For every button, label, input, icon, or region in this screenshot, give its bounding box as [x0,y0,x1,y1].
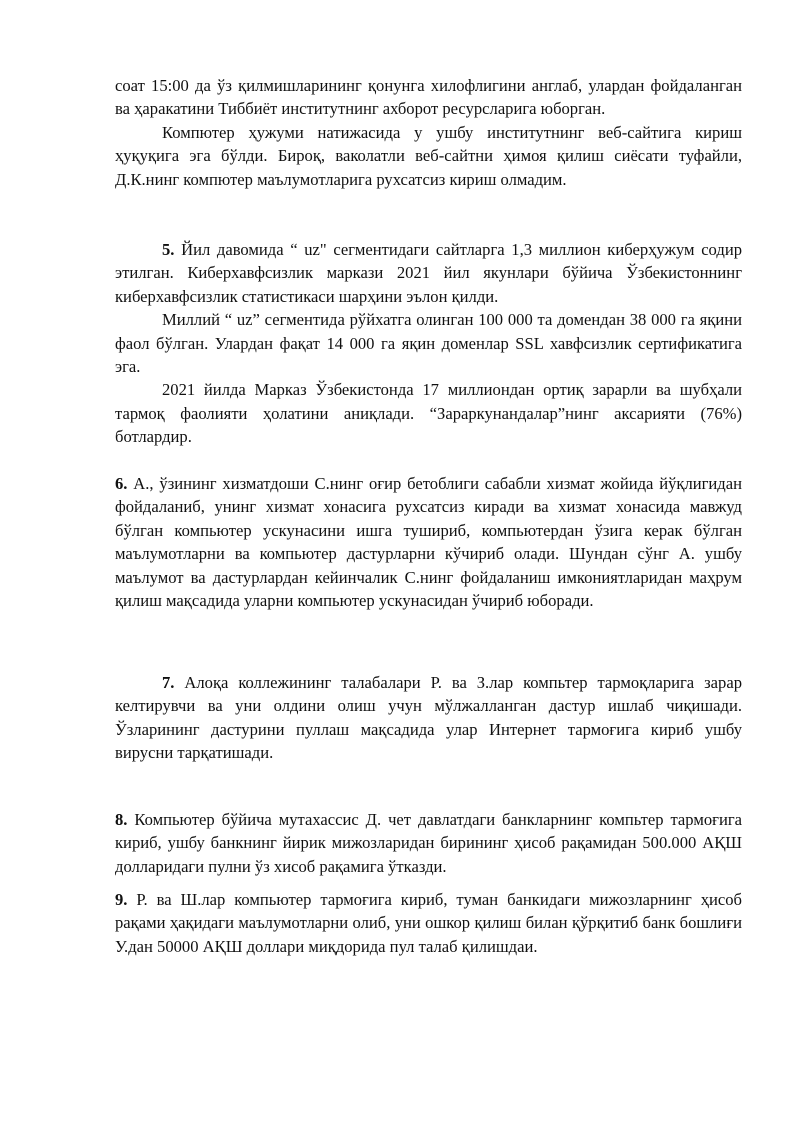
case-6-paragraph [115,472,742,612]
case-5-text: Йил давомида “ uz" сегментидаги сайтларга 1,3 миллион киберҳужум содир этилган. Киберхавфсизлик маркази 2021 йил якунлари бўйича Ўзбекистоннинг киберхавфсизлик статистикаси шарҳини эълон қилди. [115,240,742,306]
case-7-number: 7. [162,673,175,692]
case-7-text: Алоқа коллежининг талабалари Р. ва З.лар компьтер тармоқларига зарар келтирувчи ва уни олдини олиш учун мўлжалланган дастур ишлаб чиқишади. Ўзларининг дастурини пуллаш мақсадида улар Интернет тармоғига кириб ушбу вирусни тарқатишади. [115,673,742,763]
case-5-paragraph-1 [115,238,742,308]
case-6-text: А., ўзининг хизматдоши С.нинг оғир бетоблиги сабабли хизмат жойида йўқлигидан фойдаланиб, унинг хизмат хонасига рухсатсиз киради ва хизмат хонасида мавжуд бўлган компьютер ускунасини ишга тушириб, компьютердан ўзига керак бўлган маълумотларни ва компьютер дастурларни кўчириб олади. Шундан сўнг А. ушбу маълумот ва дастурлардан кейинчалик С.нинг фойдаланиш имкониятларидан маҳрум қилиш мақсадида уларни компьютер ускунасидан ўчириб юборади. [115,474,742,611]
case-5-paragraph-2: Миллий “ uz” сегментида рўйхатга олинган 100 000 та домендан 38 000 га яқини фаол бўлган. Улардан фақат 14 000 га яқин доменлар SSL хавфсизлик сертификатига эга. [115,310,742,377]
case-8-section [115,808,742,878]
case-5-section [115,238,742,449]
case-9-number: 9. [115,890,128,909]
continuation-paragraph-2: Компютер ҳужуми натижасида у ушбу институтнинг веб-сайтига кириш ҳуқуқига эга бўлди. Бироқ, ваколатли веб-сайтни ҳимоя қилиш сиёсати туфайли, Д.К.нинг компютер маълумотларига рухсатсиз кириш олмадим. [115,122,742,189]
case-5-number: 5. [162,240,175,259]
case-8-paragraph [115,808,742,878]
case-5-paragraph-3: 2021 йилда Марказ Ўзбекистонда 17 миллиондан ортиқ зарарли ва шубҳали тармоқ фаолияти ҳолатини аниқлади. “Зараркунандалар”нинг аксарияти (76%) ботлардир. [115,380,742,447]
case-6-number: 6. [115,474,128,493]
case-8-text: Компьютер бўйича мутахассис Д. чет давлатдаги банкларнинг компьтер тармоғига кириб, ушбу банкнинг йирик мижозларидан бирининг ҳисоб рақамидан 500.000 АҚШ долларидаги пулни ўз хисоб рақамига ўтказди. [115,810,742,876]
case-8-number: 8. [115,810,128,829]
case-6-section [115,472,742,612]
continuation-paragraph-1: соат 15:00 да ўз қилмишларининг қонунга хилофлигини англаб, улардан фойдаланган ва ҳаракатини Тиббиёт институтнинг ахборот ресурсларига юборган. [115,76,742,119]
case-9-text: Р. ва Ш.лар компьютер тармоғига кириб, туман банкидаги мижозларнинг ҳисоб рақами ҳақидаги маълумотларни олиб, уни ошкор қилиш билан қўрқитиб банк бошлиғи У.дан 50000 АҚШ доллари миқдорида пул талаб қилишдаи. [115,890,742,956]
case-9-paragraph [115,888,742,958]
case-9-section [115,888,742,958]
case-7-paragraph [115,671,742,765]
case-7-section [115,671,742,765]
continuation-section [115,74,742,191]
